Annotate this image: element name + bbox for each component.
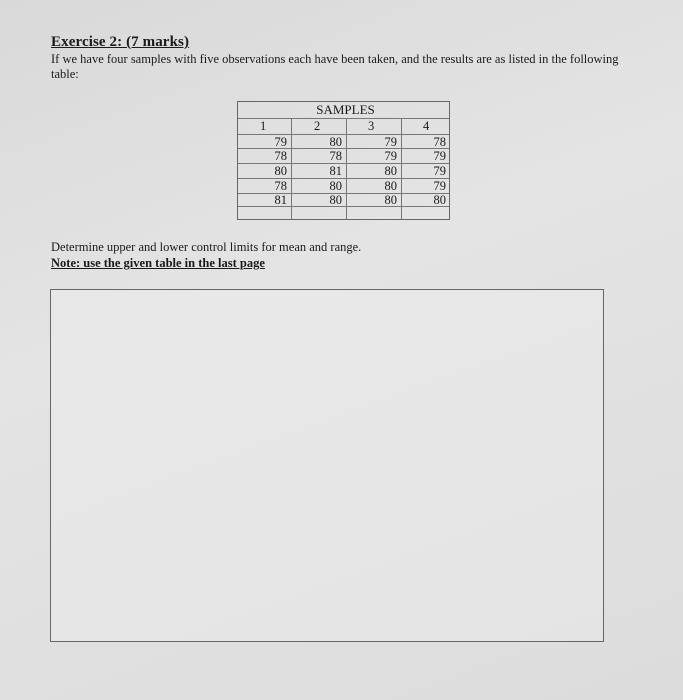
exercise-intro: If we have four samples with five observations each have been taken, and the results are as listed in the following table:: [51, 52, 619, 81]
table-cell: 78: [274, 179, 287, 193]
task-note: Note: use the given table in the last page: [51, 256, 265, 270]
table-cell: 80: [274, 164, 287, 178]
table-cell: 80: [433, 193, 446, 207]
table-cell: 80: [329, 179, 342, 193]
samples-caption: SAMPLES: [316, 102, 375, 117]
table-cell: 80: [384, 193, 397, 207]
table-cell: 78: [274, 149, 287, 163]
table-rule: [238, 163, 449, 164]
table-rule: [238, 178, 449, 179]
table-rule: [238, 134, 449, 135]
table-cell: 80: [329, 135, 342, 149]
table-cell: 81: [274, 193, 287, 207]
table-cell: 78: [433, 135, 446, 149]
table-cell: 80: [384, 164, 397, 178]
table-cell: 80: [384, 179, 397, 193]
task-prompt: Determine upper and lower control limits for mean and range.: [51, 240, 362, 254]
table-cell: 79: [274, 135, 287, 149]
samples-table: [237, 101, 450, 220]
samples-header-1: 1: [260, 119, 267, 133]
exercise-heading: Exercise 2: (7 marks): [51, 34, 190, 50]
table-cell: 79: [433, 179, 446, 193]
table-cell: 81: [329, 164, 342, 178]
table-cell: 79: [384, 149, 397, 163]
table-cell: 78: [329, 149, 342, 163]
samples-header-4: 4: [423, 119, 430, 133]
table-rule: [238, 118, 449, 119]
samples-header-3: 3: [368, 119, 375, 133]
table-cell: 79: [384, 135, 397, 149]
answer-box[interactable]: [50, 289, 604, 642]
table-cell: 79: [433, 164, 446, 178]
table-cell: 80: [329, 193, 342, 207]
table-cell: 79: [433, 149, 446, 163]
samples-header-2: 2: [314, 119, 321, 133]
